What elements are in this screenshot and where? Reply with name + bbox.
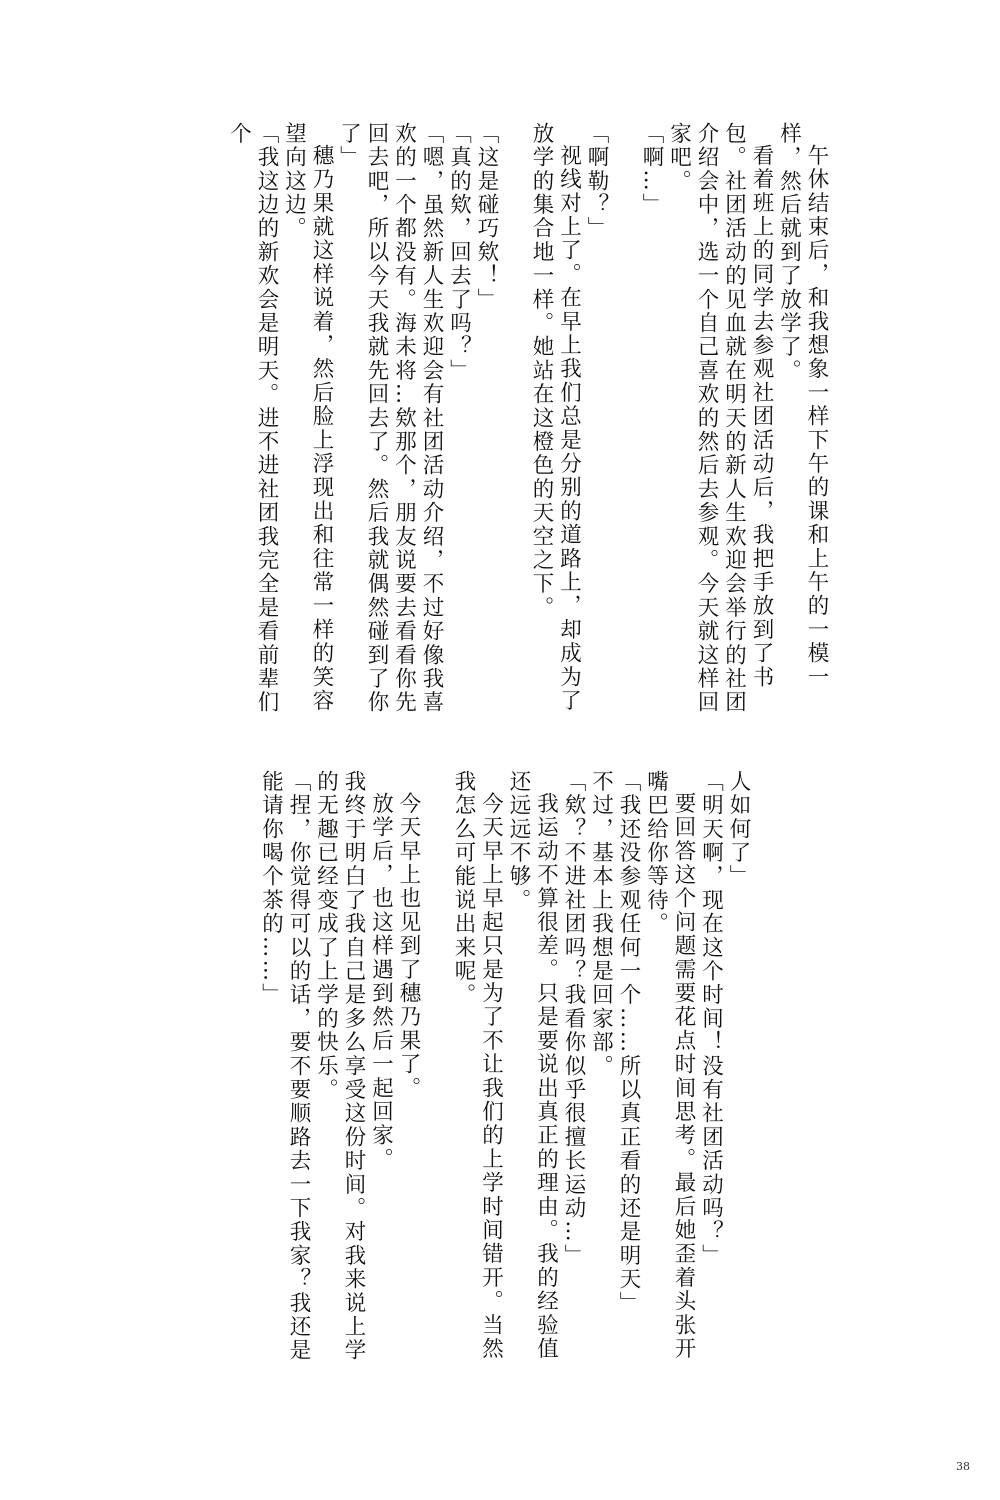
bottom-vertical-text xyxy=(257,770,752,1370)
top-text-block xyxy=(225,122,829,722)
bottom-text-block xyxy=(257,770,751,1370)
dialogue-line: 「我还没参观任何一个……所以真正看的还是明天」 xyxy=(616,770,641,1316)
dialogue-line: 「啊…」 xyxy=(639,122,664,217)
paragraph: 放学后，也这样遇到然后一起回家。 xyxy=(368,791,394,1171)
paragraph: 我运动不算很差。只是要说出真正的理由。我的经验值还远远不够。 xyxy=(506,770,559,1361)
dialogue-line: 人如何了」 xyxy=(726,770,751,889)
paragraph: 视线对上了。在早上我们总是分别的道路上，却成为了放学的集合地一样。她站在这橙色的天空之下。 xyxy=(529,122,582,713)
paragraph: 不过，基本上我想是回家部。 xyxy=(588,770,614,1079)
dialogue-line: 「欸？不进社团吗？我看你似乎很擅长运动…」 xyxy=(561,770,586,1268)
paragraph: 今天早上也见到了穗乃果了。 xyxy=(396,791,421,1100)
dialogue-line: 「嗯，虽然新人生欢迎会有社团活动介绍，不过好像我喜欢的一个都没有。海未将…欸那个，朋友说要去看看你先回去吧，所以今天我就先回去了。然后我就偶然碰到了你了」 xyxy=(336,122,444,715)
dialogue-line: 「这是碰巧欸！」 xyxy=(474,122,499,312)
paragraph: 穗乃果就这样说着，然后脸上浮现出和往常一样的笑容望向这边。 xyxy=(281,122,334,713)
top-vertical-text xyxy=(225,122,830,722)
dialogue-line: 「我这边的新欢会是明天。进不进社团我完全是看前辈们个 xyxy=(226,122,279,715)
paragraph: 看着班上的同学去参观社团活动后，我把手放到了书包。社团活动的见血就在明天的新人生欢迎会举行的社团介绍会中，选一个自己喜欢的然后去参观。今天就这样回家吧。 xyxy=(666,122,774,715)
dialogue-line: 「真的欸，回去了吗？」 xyxy=(446,122,472,383)
dialogue-line: 「捏，你觉得可以的话，要不要顺路去一下我家？我还是能请你喝个茶的……」 xyxy=(258,770,311,1363)
paragraph: 今天早上早起只是为了不让我们的上学时间错开。当然我怎么可能说出来呢。 xyxy=(451,770,504,1361)
dialogue-line: 「啊勒？」 xyxy=(584,122,609,241)
dialogue-line: 「明天啊，现在这个时间！没有社团活动吗？」 xyxy=(698,770,724,1268)
paragraph: 午休结束后，和我想象一样下午的课和上午的一模一样，然后就到了放学了。 xyxy=(776,122,829,689)
paragraph: 我终于明白了我自己是多么享受这份时间。对我来说上学的无趣已经变成了上学的快乐。 xyxy=(313,770,366,1363)
paragraph: 要回答这个问题需要花点时间思考。最后她歪着头张开嘴巴给你等待。 xyxy=(643,770,696,1361)
page-number: 38 xyxy=(956,1460,970,1473)
